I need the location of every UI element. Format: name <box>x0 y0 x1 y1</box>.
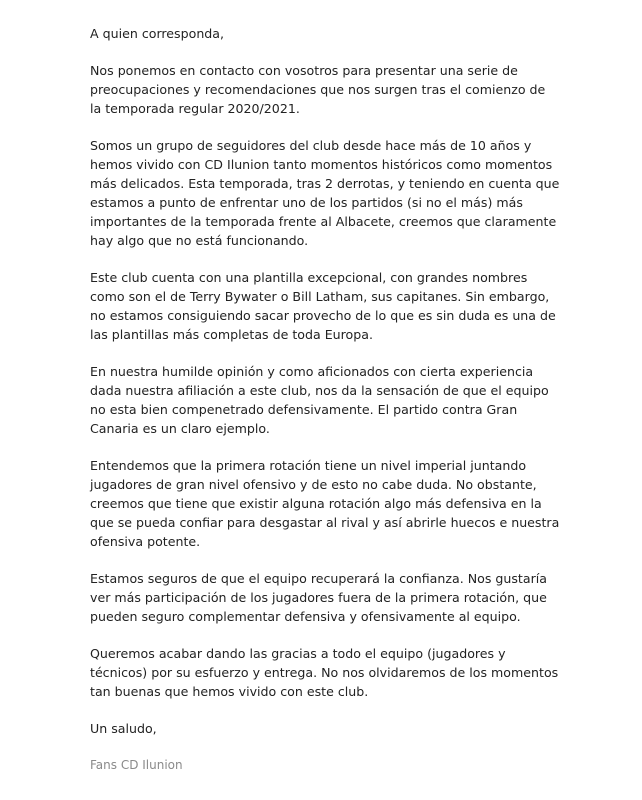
paragraph-intro: Nos ponemos en contacto con vosotros para presentar una serie de preocupaciones y recomendaciones que nos surgen tras el comienzo de la temporada regular 2020/2021. <box>90 63 546 116</box>
paragraph-defense: En nuestra humilde opinión y como aficionados con cierta experiencia dada nuestra afiliación a este club, nos da la sensación de que el equipo no esta bien compenetrado defensivamente. El partido contra Gran Canaria es un claro ejemplo. <box>90 364 549 436</box>
paragraph-supporters: Somos un grupo de seguidores del club desde hace más de 10 años y hemos vivido con CD Ilunion tanto momentos históricos como momentos más delicados. Esta temporada, tras 2 derrotas, y teniendo en cuenta que estamos a punto de enfrentar uno de los partidos (si no el más) más importantes de la temporada frente al Albacete, creemos que claramente hay algo que no está funcionando. <box>90 138 560 248</box>
paragraph-thanks: Queremos acabar dando las gracias a todo el equipo (jugadores y técnicos) por su esfuerzo y entrega. No nos olvidaremos de los momentos tan buenas que hemos vivido con este club. <box>90 646 559 699</box>
paragraph-rotation: Entendemos que la primera rotación tiene un nivel imperial juntando jugadores de gran nivel ofensivo y de esto no cabe duda. No obstante, creemos que tiene que existir alguna rotación algo más defensiva en la que se pueda confiar para desgastar al rival y así abrirle huecos e nuestra ofensiva potente. <box>90 458 560 549</box>
paragraph-confidence: Estamos seguros de que el equipo recuperará la confianza. Nos gustaría ver más participación de los jugadores fuera de la primera rotación, que pueden seguro complementar defensiva y ofensivamente al equipo. <box>90 571 547 624</box>
closing: Un saludo, <box>90 721 157 736</box>
signature: Fans CD Ilunion <box>90 758 183 772</box>
letter-body <box>90 24 560 793</box>
paragraph-squad: Este club cuenta con una plantilla excepcional, con grandes nombres como son el de Terry Bywater o Bill Latham, sus capitanes. Sin embargo, no estamos consiguiendo sacar provecho de lo que es sin duda es una de las plantillas más completas de toda Europa. <box>90 270 556 342</box>
greeting: A quien corresponda, <box>90 26 225 41</box>
